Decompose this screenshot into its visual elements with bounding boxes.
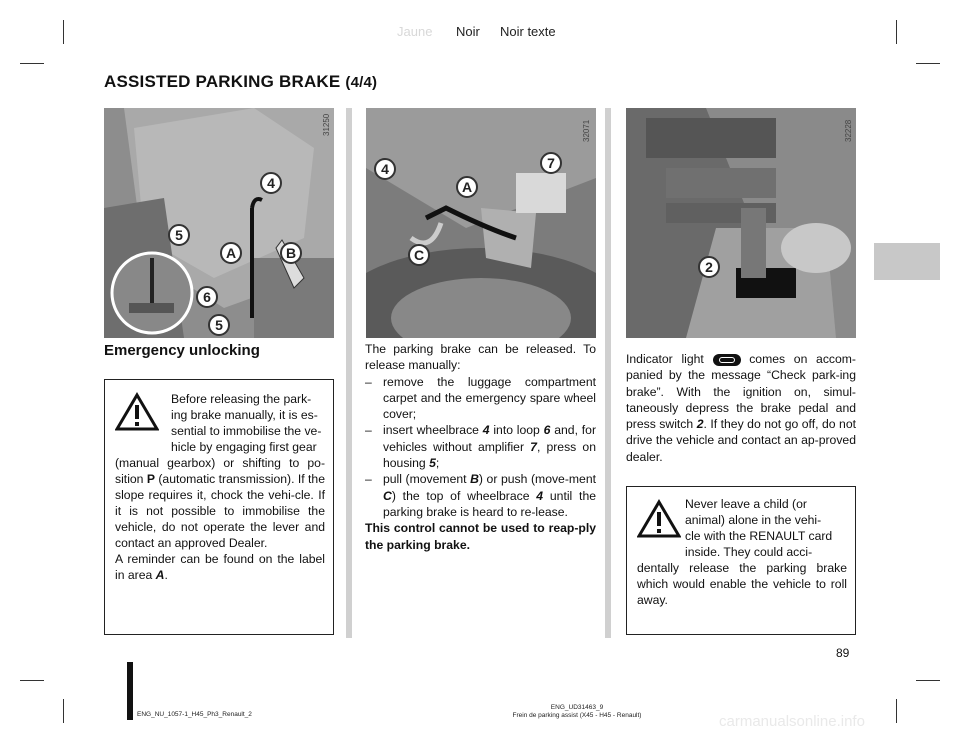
warning-line: Never leave a child (or bbox=[685, 497, 807, 511]
footer-right-code: ENG_UD31463_9 Frein de parking assist (X45 - H45 - Renault) bbox=[512, 704, 642, 719]
photo-ref-number: 31250 bbox=[322, 113, 331, 136]
callout-4: 4 bbox=[374, 158, 396, 180]
color-label-noir-texte: Noir texte bbox=[500, 24, 556, 39]
callout-4: 4 bbox=[260, 172, 282, 194]
page-number: 89 bbox=[836, 646, 850, 660]
crop-mark bbox=[20, 680, 44, 681]
callout-a: A bbox=[456, 176, 478, 198]
warning-line: ing brake manually, it is es- bbox=[171, 408, 318, 422]
warning-line: Before releasing the park- bbox=[171, 392, 312, 406]
photo-luggage-compartment bbox=[366, 108, 596, 338]
intro-text: The parking brake can be released. To release manually: bbox=[365, 342, 596, 373]
warning-line: cle with the RENAULT card bbox=[685, 529, 833, 543]
warning-line: animal) alone in the vehi- bbox=[685, 513, 822, 527]
list-item: – remove the luggage compartment carpet and the emergency spare wheel cover; bbox=[365, 374, 596, 422]
footer-bar bbox=[127, 662, 133, 720]
color-label-noir: Noir bbox=[456, 24, 480, 39]
warning-paragraph: (manual gearbox) or shifting to po-sition P (automatic transmission). If the slope requires it, chock the vehi-cle. If it is not possible to immobilise the vehicle, do not operate the lever and contact an approved Dealer. bbox=[115, 456, 325, 550]
footer-left-code: ENG_NU_1057-1_H45_Ph3_Renault_2 bbox=[137, 711, 252, 718]
crop-mark bbox=[63, 20, 64, 44]
crop-mark bbox=[916, 680, 940, 681]
page-title-main: ASSISTED PARKING BRAKE bbox=[104, 72, 341, 91]
parking-brake-indicator-icon bbox=[713, 354, 741, 366]
warning-box-immobilise bbox=[104, 379, 334, 635]
callout-6: 6 bbox=[196, 286, 218, 308]
photo-parking-brake-housing bbox=[104, 108, 334, 338]
callout-7: 7 bbox=[540, 152, 562, 174]
list-item: – pull (movement B) or push (move-ment C) the top of wheelbrace 4 until the parking brake is heard to re-lease. bbox=[365, 472, 596, 519]
crop-mark bbox=[20, 63, 44, 64]
warning-paragraph: dentally release the parking brake which would enable the vehicle to roll away. bbox=[637, 561, 847, 607]
list-item: – insert wheelbrace 4 into loop 6 and, for vehicles without amplifier 7, press on housing 5; bbox=[365, 423, 596, 471]
column-separator bbox=[605, 108, 611, 638]
photo-ref-number: 32228 bbox=[844, 119, 853, 142]
warning-line: hicle by engaging first gear bbox=[171, 440, 317, 454]
photo-center-console bbox=[626, 108, 856, 338]
callout-a: A bbox=[220, 242, 242, 264]
indicator-paragraph: Indicator light comes on accom-panied by the message “Check park-ing brake”. With the ignition on, simul-taneously depress the brake pedal and press switch 2. If they do not go off, do not drive the vehicle and contact an ap-proved dealer. bbox=[626, 352, 856, 464]
watermark: carmanualsonline.info bbox=[719, 713, 865, 730]
bold-note: This control cannot be used to reap-ply the parking brake. bbox=[365, 521, 596, 552]
warning-line: inside. They could acci- bbox=[685, 545, 813, 559]
photo-ref-number: 32071 bbox=[582, 119, 591, 142]
section-heading: Emergency unlocking bbox=[104, 342, 260, 359]
callout-5: 5 bbox=[168, 224, 190, 246]
crop-mark bbox=[896, 20, 897, 44]
page-title bbox=[104, 72, 377, 92]
warning-triangle-icon bbox=[637, 499, 681, 544]
page-title-suffix: (4/4) bbox=[345, 74, 378, 91]
callout-2: 2 bbox=[698, 256, 720, 278]
middle-instructions bbox=[365, 341, 596, 553]
crop-mark bbox=[916, 63, 940, 64]
steps-list bbox=[365, 374, 596, 521]
callout-5-lower: 5 bbox=[208, 314, 230, 336]
column-separator bbox=[346, 108, 352, 638]
color-label-jaune: Jaune bbox=[397, 24, 433, 39]
chapter-tab bbox=[874, 243, 940, 280]
warning-box-child bbox=[626, 486, 856, 635]
warning-line: sential to immobilise the ve- bbox=[171, 424, 322, 438]
warning-triangle-icon bbox=[115, 392, 159, 437]
crop-mark bbox=[896, 699, 897, 723]
callout-b: B bbox=[280, 242, 302, 264]
crop-mark bbox=[63, 699, 64, 723]
warning-reminder: A reminder can be found on the label in area A. bbox=[115, 552, 325, 582]
callout-c: C bbox=[408, 244, 430, 266]
